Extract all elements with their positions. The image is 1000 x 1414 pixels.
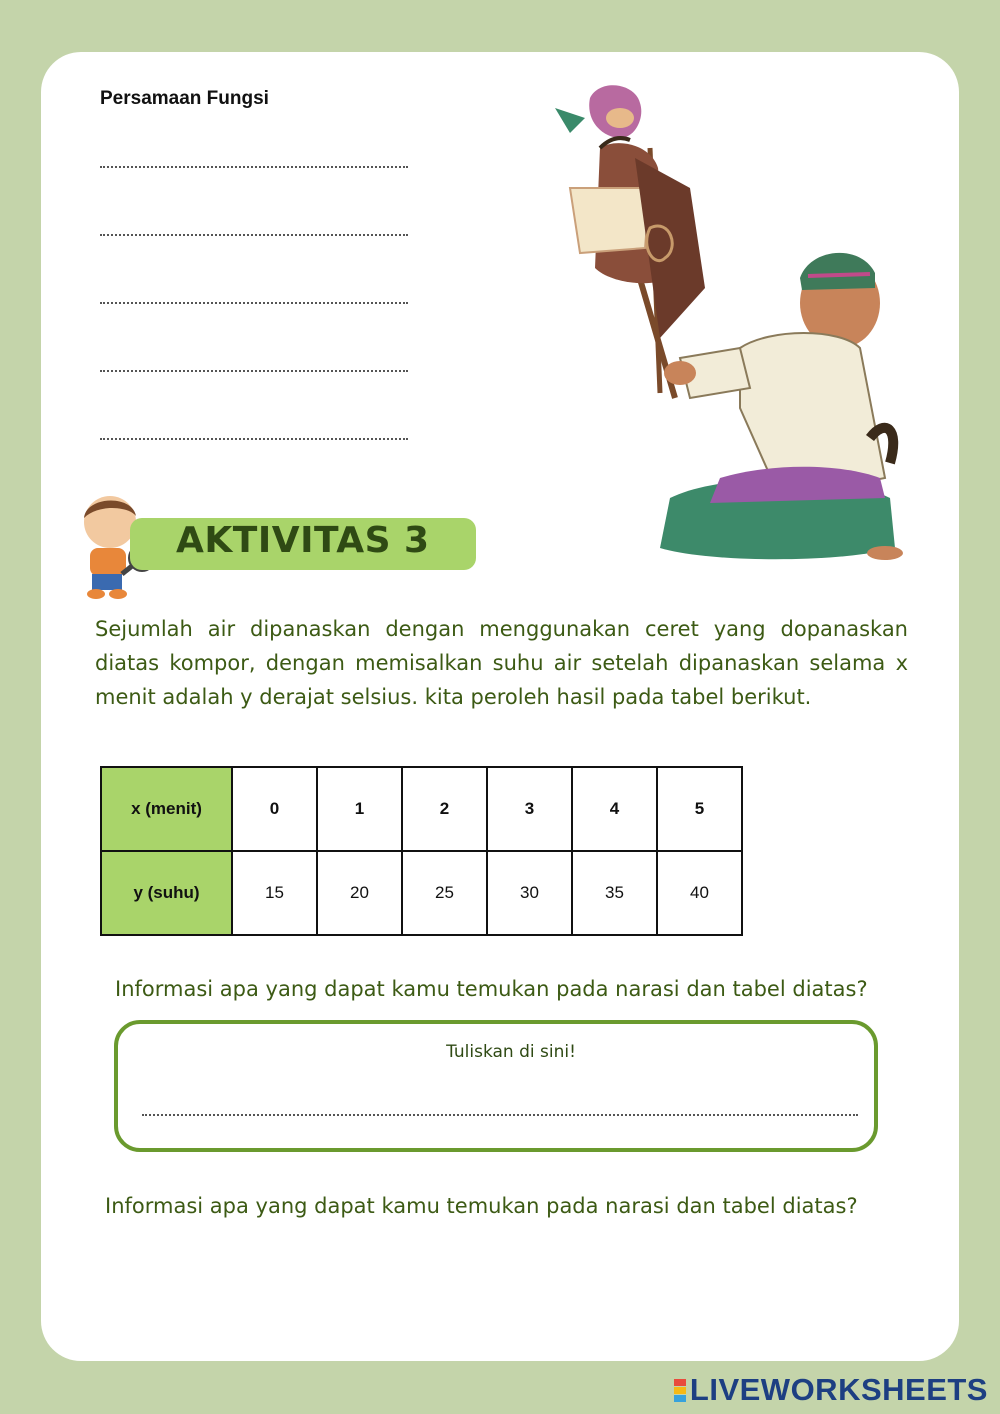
y-header-cell: y (suhu) bbox=[101, 851, 232, 935]
y-value-cell: 30 bbox=[487, 851, 572, 935]
x-value-cell: 1 bbox=[317, 767, 402, 851]
x-value-cell: 5 bbox=[657, 767, 742, 851]
answer-input-line[interactable] bbox=[142, 1114, 858, 1116]
temperature-table bbox=[100, 766, 743, 936]
function-answer-line-4[interactable] bbox=[100, 370, 408, 372]
y-value-cell: 35 bbox=[572, 851, 657, 935]
answer-box[interactable] bbox=[114, 1020, 878, 1152]
y-value-cell: 40 bbox=[657, 851, 742, 935]
table-row-y bbox=[101, 851, 742, 935]
question-2: Informasi apa yang dapat kamu temukan pada narasi dan tabel diatas? bbox=[105, 1194, 858, 1218]
y-value-cell: 25 bbox=[402, 851, 487, 935]
function-answer-line-5[interactable] bbox=[100, 438, 408, 440]
wayang-puppeteer-illustration bbox=[540, 78, 910, 568]
question-1: Informasi apa yang dapat kamu temukan pada narasi dan tabel diatas? bbox=[115, 977, 868, 1001]
activity-narrative: Sejumlah air dipanaskan dengan menggunakan ceret yang dopanaskan diatas kompor, dengan memisalkan suhu air setelah dipanaskan selama x menit adalah y derajat selsius. kita peroleh hasil pada tabel berikut. bbox=[95, 617, 908, 709]
x-value-cell: 3 bbox=[487, 767, 572, 851]
section-title: Persamaan Fungsi bbox=[100, 88, 269, 109]
x-value-cell: 0 bbox=[232, 767, 317, 851]
logo-icon bbox=[674, 1379, 686, 1402]
x-value-cell: 2 bbox=[402, 767, 487, 851]
function-answer-line-2[interactable] bbox=[100, 234, 408, 236]
y-value-cell: 15 bbox=[232, 851, 317, 935]
logo-text: LIVEWORKSHEETS bbox=[689, 1372, 988, 1407]
y-value-cell: 20 bbox=[317, 851, 402, 935]
activity-title: AKTIVITAS 3 bbox=[176, 520, 430, 561]
x-header-cell: x (menit) bbox=[101, 767, 232, 851]
liveworksheets-logo bbox=[674, 1372, 988, 1408]
table-row-x bbox=[101, 767, 742, 851]
answer-placeholder: Tuliskan di sini! bbox=[446, 1042, 576, 1062]
function-answer-line-1[interactable] bbox=[100, 166, 408, 168]
x-value-cell: 4 bbox=[572, 767, 657, 851]
function-answer-line-3[interactable] bbox=[100, 302, 408, 304]
